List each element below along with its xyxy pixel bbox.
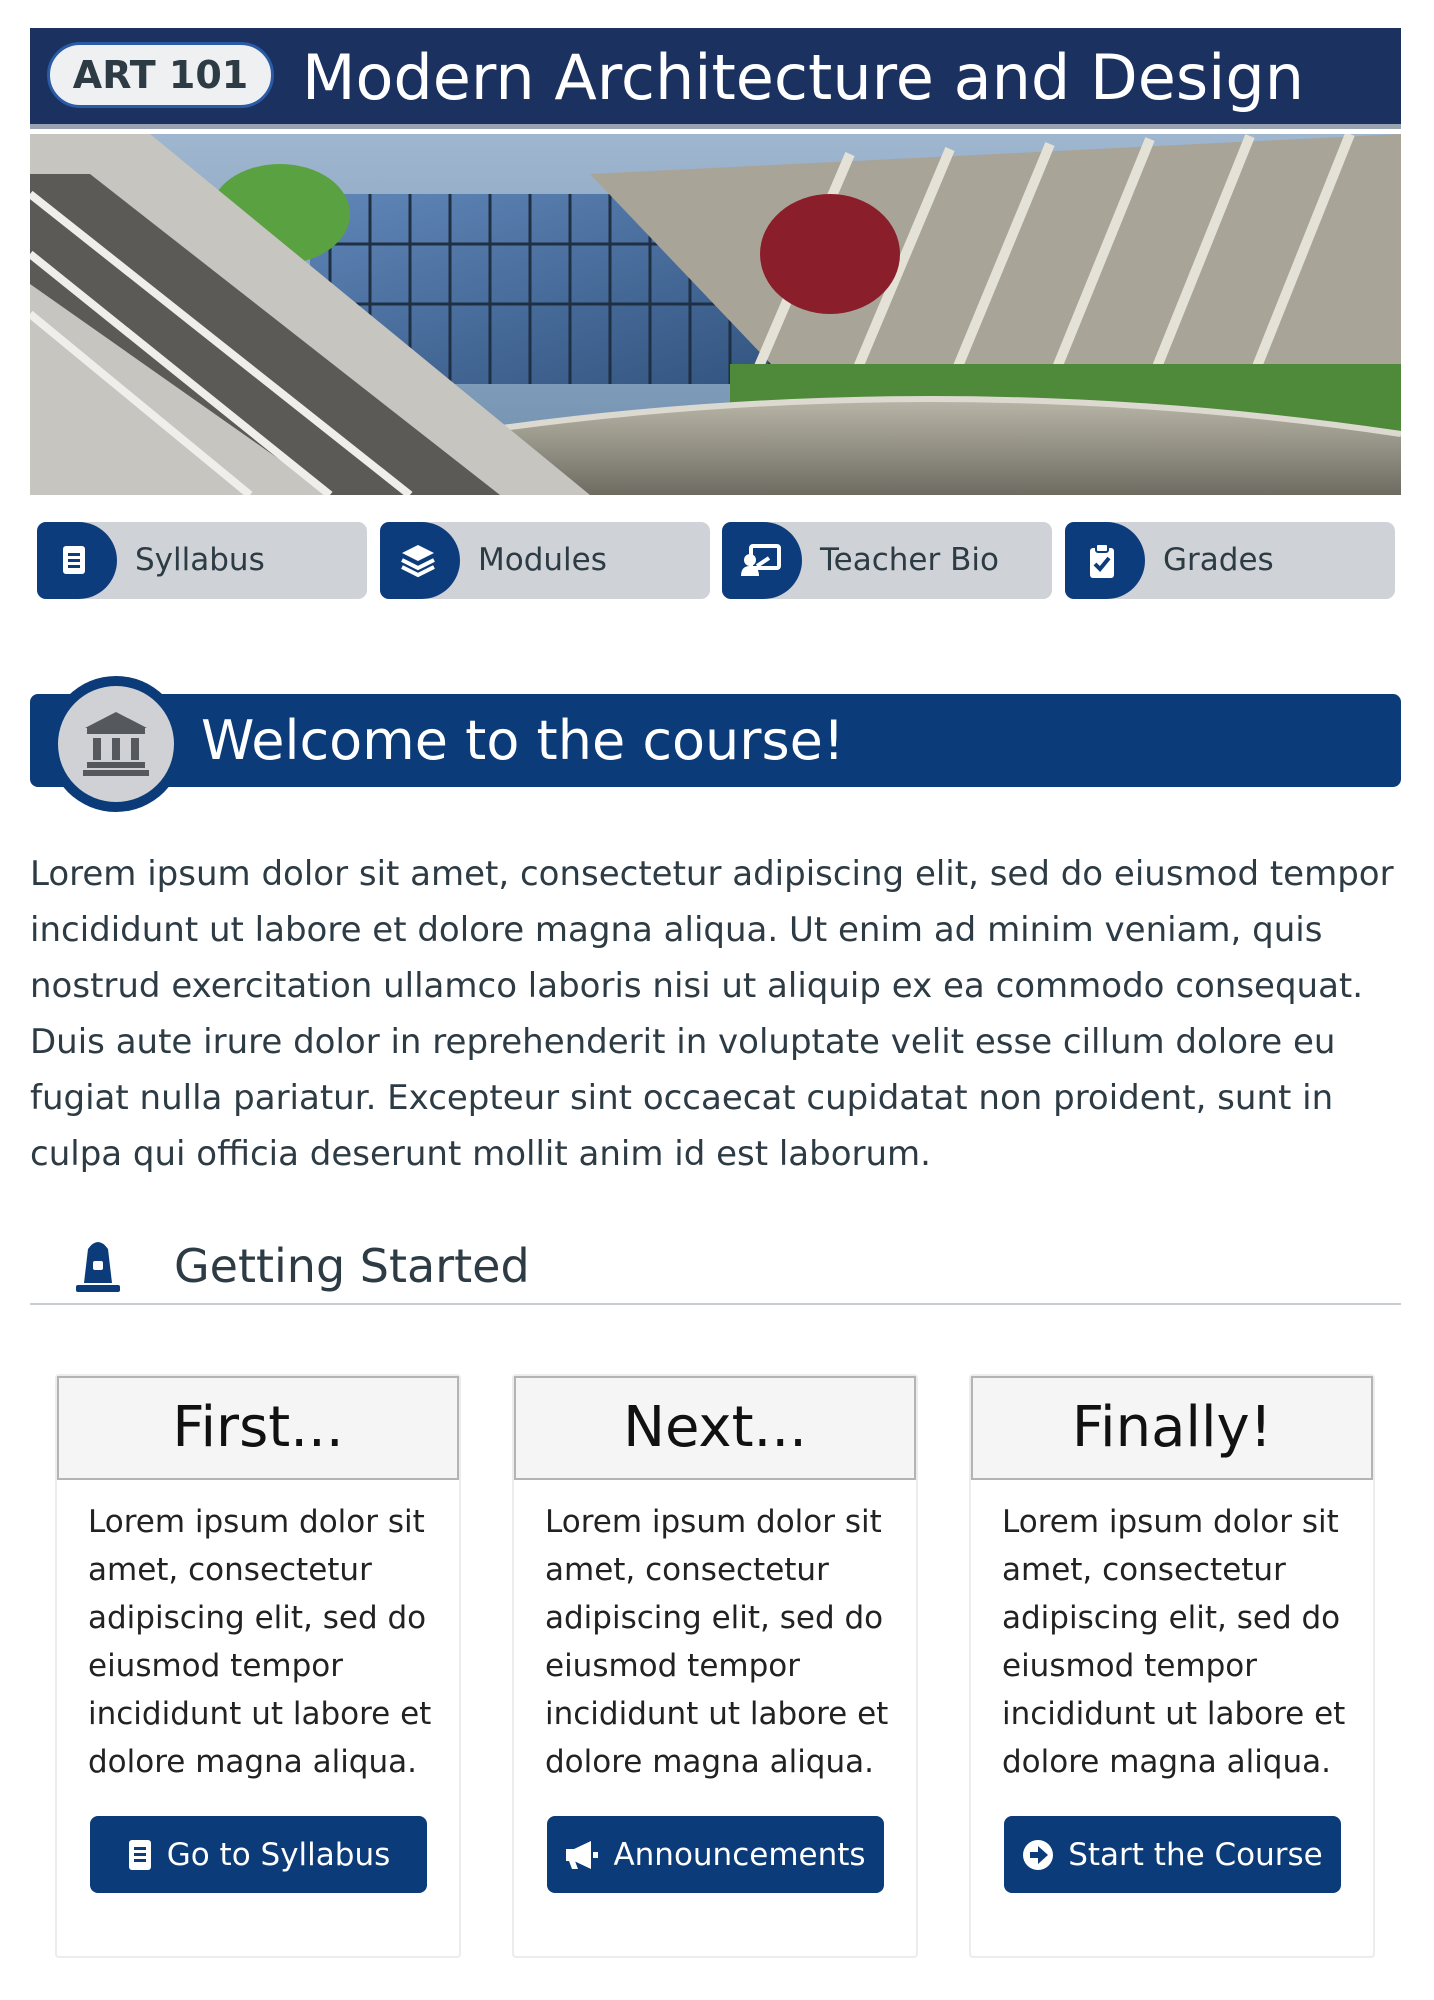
nav-button-modules[interactable] [380,522,710,599]
megaphone-icon [565,1840,599,1870]
hero-image [30,134,1401,495]
card-first [55,1374,461,1958]
nav-label: Syllabus [135,542,265,578]
layers-icon [399,542,437,578]
go-to-syllabus-button[interactable] [90,1816,427,1893]
teacher-icon [741,542,781,578]
clipboard-check-icon [1084,542,1120,580]
bank-building-icon [81,708,151,778]
course-header [30,28,1401,129]
welcome-badge [48,676,184,812]
button-label: Go to Syllabus [166,1836,391,1873]
nav-label: Modules [478,542,607,578]
card-next [512,1374,918,1958]
card-text: Lorem ipsum dolor sit amet, consectetur adipiscing elit, sed do eiusmod tempor incididunt ut labore et dolore magna aliqua. [88,1504,432,1780]
welcome-title: Welcome to the course! [201,709,845,772]
card-heading: Next... [514,1376,916,1480]
button-label: Announcements [613,1836,866,1873]
getting-started-title: Getting Started [174,1239,530,1293]
nav-label: Teacher Bio [820,542,999,578]
nav-label: Grades [1163,542,1274,578]
welcome-body: Lorem ipsum dolor sit amet, consectetur adipiscing elit, sed do eiusmod tempor incididunt ut labore et dolore magna aliqua. Ut enim ad minim veniam, quis nostrud exercitation ullamco laboris nisi ut aliquip ex ea commodo consequat. Duis aute irure dolor in reprehenderit in voluptate velit esse cillum dolore eu fugiat nulla pariatur. Excepteur sint occaecat cupidatat non proident, sunt in culpa qui officia deserunt mollit anim id est laborum. [30,854,1394,1174]
nav-button-grades[interactable] [1065,522,1395,599]
course-code-badge: ART 101 [47,42,274,108]
start-the-course-button[interactable] [1004,1816,1341,1893]
card-finally [969,1374,1375,1958]
button-label: Start the Course [1068,1836,1323,1873]
document-icon [56,542,92,578]
document-icon [127,1839,153,1871]
section-divider [30,1303,1401,1305]
nav-button-teacher-bio[interactable] [722,522,1052,599]
course-title: Modern Architecture and Design [302,41,1305,114]
card-heading: Finally! [971,1376,1373,1480]
arrow-circle-right-icon [1022,1839,1054,1871]
lighthouse-icon [74,1235,122,1295]
announcements-button[interactable] [547,1816,884,1893]
card-text: Lorem ipsum dolor sit amet, consectetur adipiscing elit, sed do eiusmod tempor incididunt ut labore et dolore magna aliqua. [545,1504,889,1780]
card-text: Lorem ipsum dolor sit amet, consectetur adipiscing elit, sed do eiusmod tempor incididunt ut labore et dolore magna aliqua. [1002,1504,1346,1780]
welcome-banner [30,694,1401,787]
card-heading: First... [57,1376,459,1480]
nav-button-syllabus[interactable] [37,522,367,599]
